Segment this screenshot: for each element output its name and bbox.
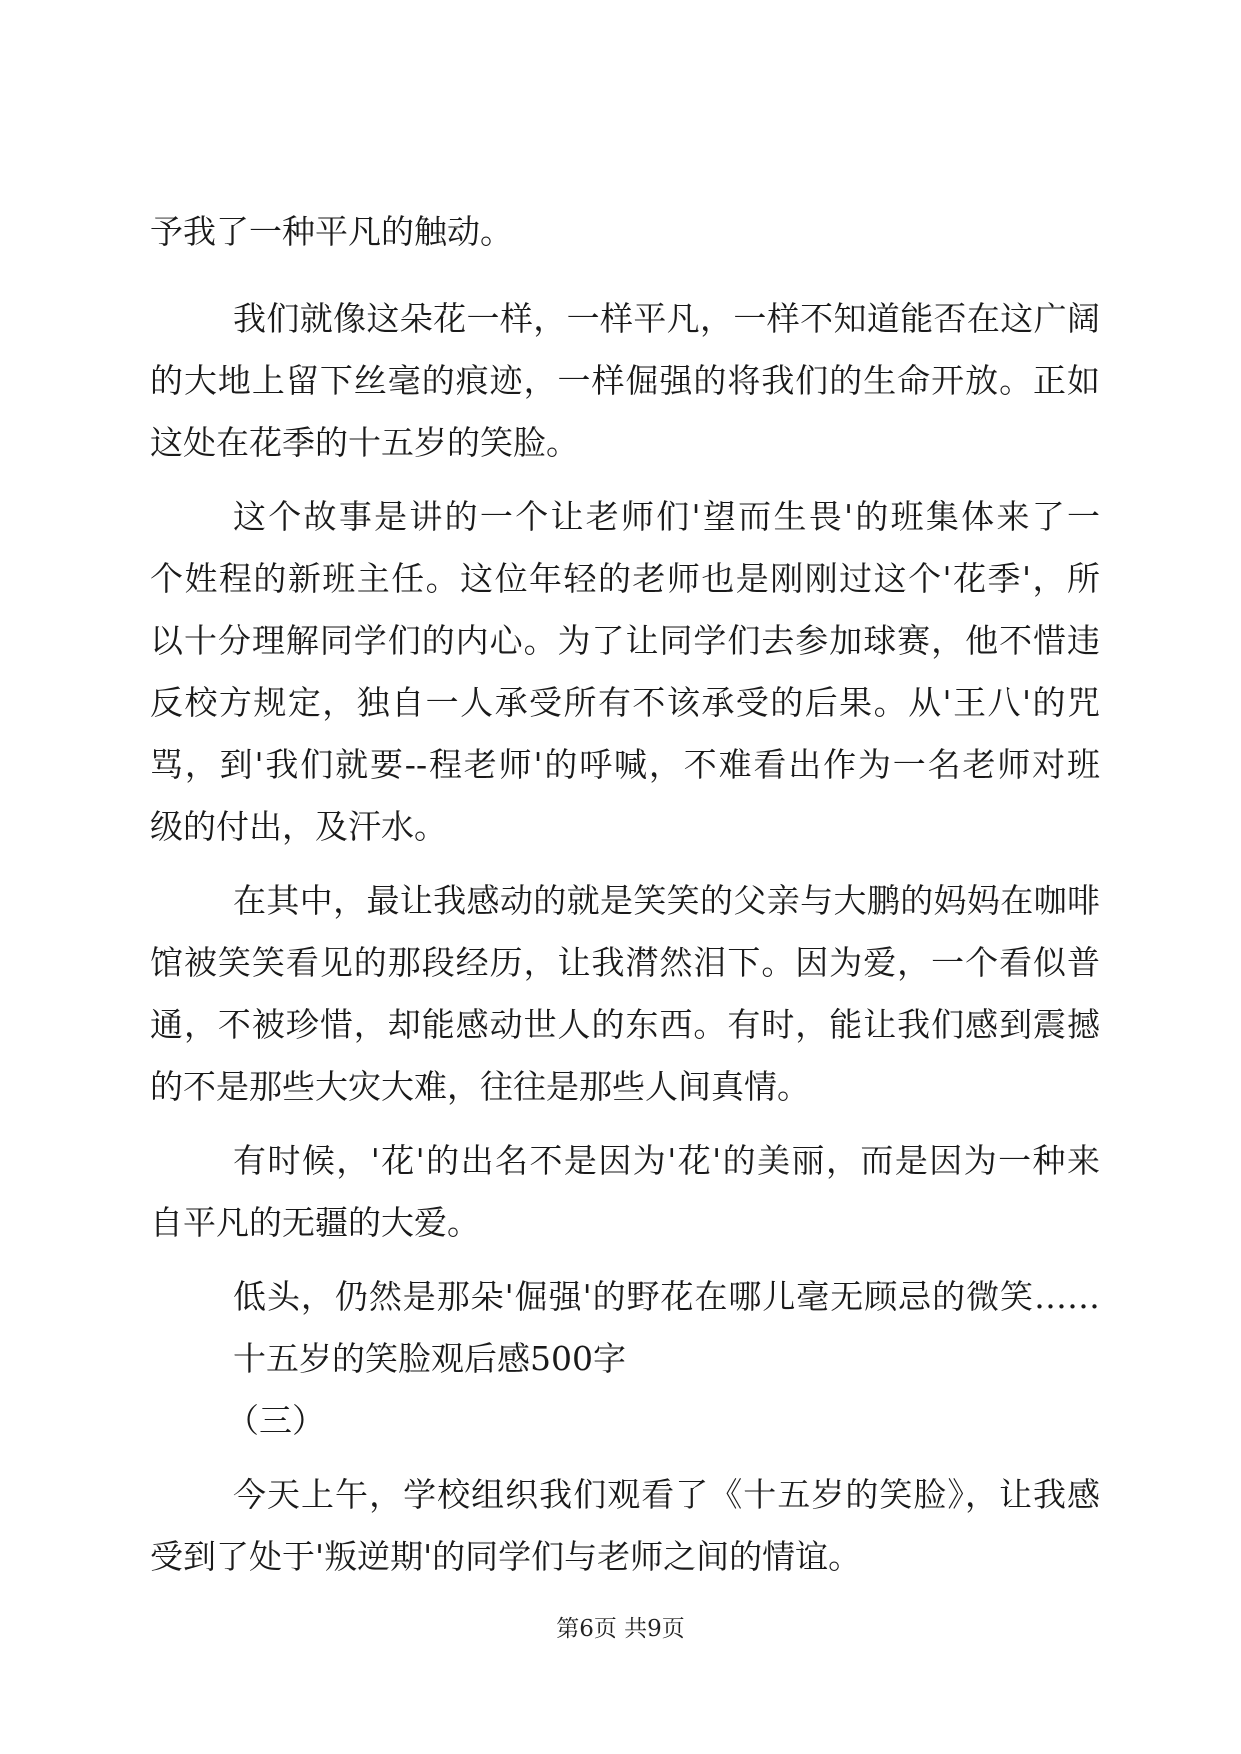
text-line: 自平凡的无疆的大爱。 [150,1203,480,1242]
text-line: 的大地上留下丝毫的痕迹，一样倔强的将我们的生命开放。正如 [150,361,1100,400]
text-line: 馆被笑笑看见的那段经历，让我潸然泪下。因为爱，一个看似普 [150,943,1100,982]
text-line: 级的付出，及汗水。 [150,807,447,846]
text-line: 以十分理解同学们的内心。为了让同学们去参加球赛，他不惜违 [150,621,1100,660]
text-line: 受到了处于'叛逆期'的同学们与老师之间的情谊。 [150,1537,862,1576]
text-line: 的不是那些大灾大难，往往是那些人间真情。 [150,1067,810,1106]
text-line: 骂，到'我们就要--程老师'的呼喊，不难看出作为一名老师对班 [150,745,1100,784]
page-footer: 第6页 共9页 [556,1616,685,1642]
text-line: 这个故事是讲的一个让老师们'望而生畏'的班集体来了一 [233,497,1100,536]
text-line: 通，不被珍惜，却能感动世人的东西。有时，能让我们感到震撼 [150,1005,1100,1044]
text-line: 个姓程的新班主任。这位年轻的老师也是刚刚过这个'花季'，所 [150,559,1100,598]
text-line: 在其中，最让我感动的就是笑笑的父亲与大鹏的妈妈在咖啡 [233,881,1100,920]
text-line: 我们就像这朵花一样，一样平凡，一样不知道能否在这广阔 [233,299,1100,338]
text-line: 反校方规定，独自一人承受所有不该承受的后果。从'王八'的咒 [150,683,1100,722]
section-number: （三） [226,1401,325,1440]
section-heading: 十五岁的笑脸观后感500字 [233,1339,626,1378]
text-line: 予我了一种平凡的触动。 [150,212,513,251]
text-line: 这处在花季的十五岁的笑脸。 [150,423,579,462]
text-line: 有时候，'花'的出名不是因为'花'的美丽，而是因为一种来 [233,1141,1100,1180]
text-line: 低头，仍然是那朵'倔强'的野花在哪儿毫无顾忌的微笑…… [233,1277,1100,1316]
text-line: 今天上午，学校组织我们观看了《十五岁的笑脸》，让我感 [233,1475,1100,1514]
